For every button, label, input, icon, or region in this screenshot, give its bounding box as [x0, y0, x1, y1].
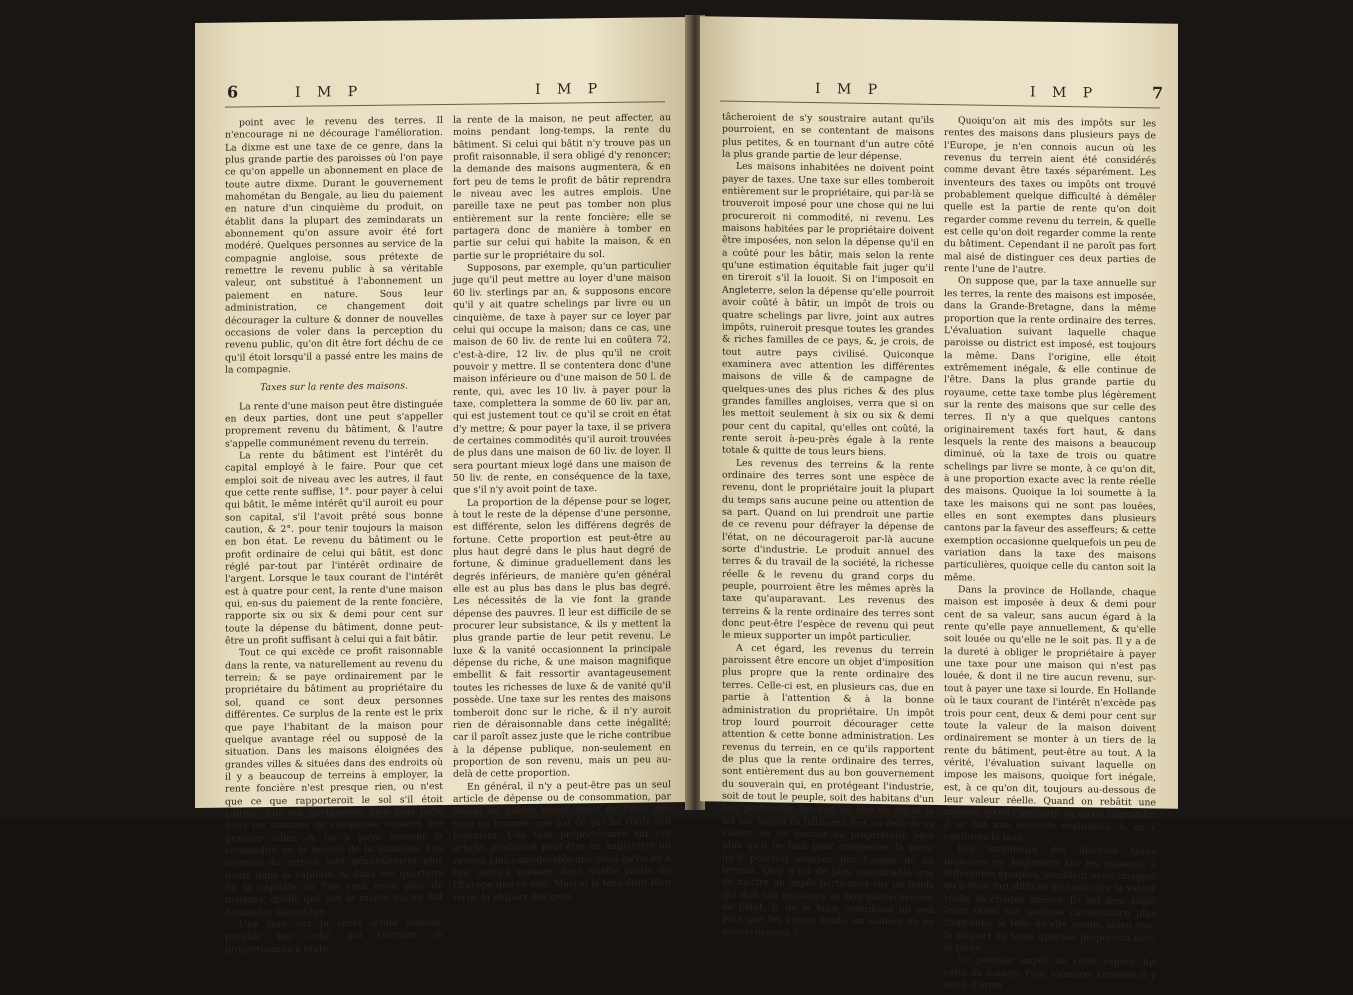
right-column-2 — [944, 115, 1156, 992]
paragraph: En général, il n'y a peut-être pas un seul article de dépense ou de consommation, par lequel on puisse mieux juger de l'état que tient un homme, que par ce que lui coûte son logement. Une taxe proportionnée sur cet article, produiroit peut-être en Angleterre un revenu plus considérable que celui qu'on en a tiré jusqu'à présent dans quelle partie de l'Europe que ce soit. Mais si la taxe étoit bien forte, la plupart des gens — [453, 778, 671, 904]
paragraph: La rente d'une maison peut être distinguée en deux parties, dont une peut s'appeller proprement revenu du bâtiment, & l'autre s'appelle communément revenu du terrein. — [225, 398, 443, 450]
paragraph: Les maisons inhabitées ne doivent point payer de taxes. Une taxe sur elles tomberoit entièrement sur le propriétaire, qui par-là se trouveroit imposé pour une chose qui ne lui procureroit ni commodité, ni revenu. Les maisons habitées par le propriétaire doivent être imposées, non selon la dépense qu'il en a coûté pour les bâtir, mais selon la rente qu'une estimation équitable fait juger qu'il en tireroit s'il la louoit. Si on l'imposoit en Angleterre, selon la dépense qu'elle pourroit avoir coûté à bâtir, un impôt de trois ou quatre schelings par livre, joint aux autres impôts, ruineroit presque toutes les grandes & riches familles de ce pays, &, je crois, de tout autre pays civilisé. Quiconque examinera avec attention les différentes maisons de ville & de campagne de quelques-unes des plus riches & des plus grandes familles angloises, verra que si on les mettoit seulement à six ou six & demi pour cent du capital, qu'elles ont coûté, la rente seroit à-peu-près égale à la rente totale & quitte de tous leurs biens. — [722, 161, 934, 459]
paragraph: Supposons, par exemple, qu'un particulier juge qu'il peut mettre au loyer d'une maison 60 liv. sterlings par an, & supposons encore qu'il y ait quatre schelings par livre ou un cinquième, de taxe à payer sur ce loyer par celui qui occupe la maison; dans ce cas, une maison de 60 liv. de rente lui en coûtera 72, c'est-à-dire, 12 liv. de plus qu'il ne croit pouvoir y mettre. Il se contentera donc d'une maison inférieure ou d'une maison de 50 l. de rente, qui, avec les 10 liv. à payer pour la taxe, complettera la somme de 60 liv. par an, qui est justement tout ce qu'il se croit en état d'y mettre; & pour payer la taxe, il se privera de certaines commodités qu'il auroit trouvées de plus dans une maison de 60 liv. de loyer. Il sera pourtant mieux logé dans une maison de 50 liv. de rente, en conséquence de la taxe, que s'il n'y avoit point de taxe. — [453, 260, 671, 497]
running-head-right-1: I M P — [815, 81, 884, 99]
paragraph: A cet égard, les revenus du terrein paroissent être encore un objet d'imposition plus propre que la rente ordinaire des terres. Celle-ci est, en plusieurs cas, due en partie à l'attention & à la bonne administration du propriétaire. Un impôt trop lourd pourroit décourager cette attention & cette bonne administration. Les revenus du terrein, en ce qu'ils rapportent de plus que la rente ordinaire des terres, sont entièrement dus au bon gouvernement du souverain qui, en protégeant l'industrie, soit de tout le peuple, soit des habitans d'un lieu particulier, les met en état de payer le sol sur lequel ils bâtissent fort au-delà de sa valeur, ou de donner au propriétaire bien plus qu'il ne faut pour compenser la perte qu'il pourroit essuyer par l'usage de ce terrein. Qu'y a-t-il de plus raisonnable que de mettre un impôt particulier sur un fonds qui doit son existence au bon gouvernement de l'état, & de le faire contribuer un peu plus que les autres fonds, au soutien de ce gouvernement ? — [722, 642, 934, 939]
header-rule-left — [225, 101, 665, 107]
paragraph: la rente de la maison, ne peut affecter, au moins pendant long-temps, la rente du bâtiment. Si celui qui bâtit n'y trouve pas un profit raisonnable, il sera obligé d'y renoncer; la demande des maisons augmentera, & en fort peu de tems le profit de bâtir reprendra le niveau avec les autres emplois. Une pareille taxe ne peut pas tomber non plus entièrement sur la rente foncière; elle se partagera donc de manière à tomber en partie sur celui qui habite la maison, & en partie sur le propriétaire du sol. — [453, 112, 671, 262]
page-number-left: 6 — [227, 82, 239, 102]
left-page — [195, 17, 690, 956]
paragraph: Les revenus des terreins & la rente ordinaire des terres sont une espèce de revenu, dont le propriétaire jouit la plupart du temps sans aucune peine ou attention de sa part. Quand on lui prendroit une partie de ce revenu pour défrayer la dépense de l'état, on ne décourageroit par-là aucune sorte d'industrie. Le produit annuel des terres & du travail de la société, la richesse réelle & le revenu du grand corps du peuple, pourroient être les mêmes après la taxe qu'auparavant. Les revenus des terreins & la rente ordinaire des terres sont donc peut-être l'espèce de revenu qui peut le mieux supporter un impôt particulier. — [722, 457, 934, 644]
left-column-1 — [225, 114, 443, 956]
section-heading: Taxes sur la rente des maisons. — [260, 380, 408, 394]
page-number-right: 7 — [1152, 83, 1164, 103]
paragraph: La proportion de la dépense pour se loger, à tout le reste de la dépense d'une personne, est différente, selon les différens degrés de fortune. Cette proportion est peut-être au plus haut degré dans le plus haut degré de fortune, & diminue graduellement dans les degrés inférieurs, de manière qu'en général elle est au plus bas dans le plus bas degré. Les nécessités de la vie font la grande dépense des pauvres. Il leur est difficile de se procurer leur subsistance, & ils y mettent la plus grande partie de leur petit revenu. Le luxe & la vanité occasionnent la principale dépense du riche, & une maison magnifique embellit & fait ressortir avantageusement toutes les richesses de luxe & de vanité qu'il possède. Une taxe sur les rentes des maisons tomberoit donc sur le riche, & il n'y auroit rien de déraisonnable dans cette inégalité; car il paroît assez juste que le riche contribue à la dépense publique, non-seulement en proportion de son revenu, mais un peu au-delà de cette proportion. — [453, 494, 671, 781]
running-head-right-2: I M P — [1030, 84, 1099, 102]
paragraph: point avec le revenu des terres. Il n'encourage ni ne décourage l'amélioration. La dixme est une taxe de ce genre, dans la plus grande partie des paroisses où l'on paye ce qu'on appelle un abonnement en place de toute autre dixme. Durant le gouvernement mahométan du Bengale, au lieu du paiement en nature d'un cinquième du produit, on établit dans la plupart des zemindarats un abonnement qu'on assure avoir été fort modéré. Quelques personnes au service de la compagnie angloise, sous prétexte de remettre le revenu public à sa véritable valeur, ont substitué à l'abonnement un paiement en nature. Sous leur administration, ce changement doit décourager la culture & donner de nouvelles occasions de voler dans la perception du revenu public, qu'on dit être fort déchu de ce qu'il étoit lorsqu'il a passé entre les mains de la compagnie. — [225, 114, 443, 376]
paragraph: Tout ce qui excède ce profit raisonnable dans la rente, va naturellement au revenu du terrein; & se paye ordinairement par le propriétaire du bâtiment au propriétaire du sol, quand ce sont deux personnes différentes. Ce surplus de la rente est le prix que paye l'habitant de la maison pour quelque avantage réel ou supposé de la situation. Dans les maisons éloignées des grandes villes & situées dans des endroits où il y a beaucoup de terreins à employer, la rente foncière n'est presque rien, ou n'est que ce que rapporteroit le sol s'il étoit cultivé. Elle est quelquefois bien plus forte dans les maisons de campagne voisines des grandes villes, & on y paye souvent la commodité ou la beauté de la situation. Les revenus du terrein sont généralement plus hauts dans la capitale, & dans ces quartiers de la capitale où l'on veut avoir plus de maisons, quelle que soit la raison qui en fait demander davantage. — [225, 645, 443, 919]
left-column-2 — [453, 112, 671, 904]
header-rule-right — [720, 101, 1160, 109]
paragraph: tâcheroient de s'y soustraire autant qu'ils pourroient, en se contentant de maisons plus petites, & en tournant d'un autre côté la plus grande partie de leur dépense. — [722, 111, 934, 163]
right-page — [700, 16, 1178, 992]
running-head-left-1: I M P — [295, 83, 364, 101]
paragraph: Quoiqu'on ait mis des impôts sur les rentes des maisons dans plusieurs pays de l'Europe, je n'en connois aucun où les revenus du terrein aient été considérés comme devant être taxés séparément. Les inventeurs des taxes ou impôts ont trouvé probablement quelque difficulté à démêler quelle est la partie de rente qu'on doit regarder comme revenu du terrein, & quelle est celle qu'on doit regarder comme la rente du bâtiment. Cependant il ne paroît pas fort mal aisé de distinguer ces deux parties de rente l'une de l'autre. — [944, 115, 1156, 276]
paragraph: On suppose que, par la taxe annuelle sur les terres, la rente des maisons est imposée, dans la Grande-Bretagne, dans la même proportion que la rente ordinaire des terres. L'évaluation suivant laquelle chaque paroisse ou district est imposé, est toujours la même. Dans l'origine, elle étoit extrêmement inégale, & elle continue de l'être. Dans la plus grande partie du royaume, cette taxe tombe plus légèrement sur la rente des maisons que sur celle des terres. Il n'y a que quelques cantons originairement taxés fort haut, & dans lesquels la rente des maisons a beaucoup diminué, où la taxe de trois ou quatre schelings par livre se monte, à ce qu'on dit, à une proportion exacte avec la rente réelle des maisons. Quoique la loi soumette à la taxe les maisons qui ne sont pas louées, elles en sont exemptes dans plusieurs cantons par la faveur des asseffeurs; & cette exemption occasionne quelquefois un peu de variation dans la taxe des maisons particulières, quoique celle du canton soit la même. — [944, 275, 1156, 584]
running-head-left-2: I M P — [535, 81, 604, 98]
paragraph: Une taxe sur la rente d'une maison, payable par celui qui l'occupe, & proportionnée à toute — [225, 916, 443, 956]
paragraph: Dans la province de Hollande, chaque maison est imposée à deux & demi pour cent de sa valeur, sans aucun égard à la rente qu'elle paye annuellement, & qu'elle soit louée ou qu'elle ne le soit pas. Il y a de la dureté à obliger le propriétaire à payer une taxe pour une maison qui n'est pas louée, & dont il ne tire aucun revenu, sur-tout à payer une taxe si lourde. En Hollande où le taux courant de l'intérêt n'excède pas trois pour cent, deux & demi pour cent sur toute la valeur de la maison doivent ordinairement se monter à un tiers de la rente du bâtiment, peut-être au tout. A la vérité, l'évaluation suivant laquelle on impose les maisons, quoique fort inégale, est, à ce qu'on dit, toujours au-dessous de leur valeur réelle. Quand on rebâtit une maison, qu'on l'améliore ou qu'on l'agrandit, il se fait une nouvelle évaluation, & on y conforme la taxe. — [944, 584, 1156, 844]
paragraph: La rente du bâtiment est l'intérêt du capital employé à le faire. Pour que cet emploi soit de niveau avec les autres, il faut que cette rente suffise, 1°. pour payer à celui qui bâtit, le même intérêt qu'il auroit eu pour son capital, s'il l'avoit prêté sous bonne caution, & 2°. pour tenir toujours la maison en bon état. Le revenu du bâtiment ou le profit ordinaire de celui qui bâtit, est donc réglé par-tout par l'intérêt ordinaire de l'argent. Lorsque le taux courant de l'intérêt est à quatre pour cent, la rente d'une maison qui, en-sus du paiement de la rente foncière, rapporte six ou six & demi pour cent sur toute la dépense du bâtiment, donne peut-être un profit suffisant à celui qui a fait bâtir. — [225, 447, 443, 647]
paragraph: Les inventeurs des diverses taxes imposées en Angleterre sur les maisons, à différentes époques, semblent avoir imaginé qu'il étoit fort difficile de connoître la valeur réelle de chaque maison. Ils ont donc réglé leurs taxes sur quelque circonstance plus frappante, & telle qu'elle auroit, selon eux, la plupart du tems quelque proportion avec la rente. — [944, 843, 1156, 954]
right-column-1 — [722, 111, 934, 939]
paragraph: Le premier impôt de cette espèce fut celui du fouage. Pour s'assurer combien il y avoit d'âtres — [944, 954, 1156, 992]
